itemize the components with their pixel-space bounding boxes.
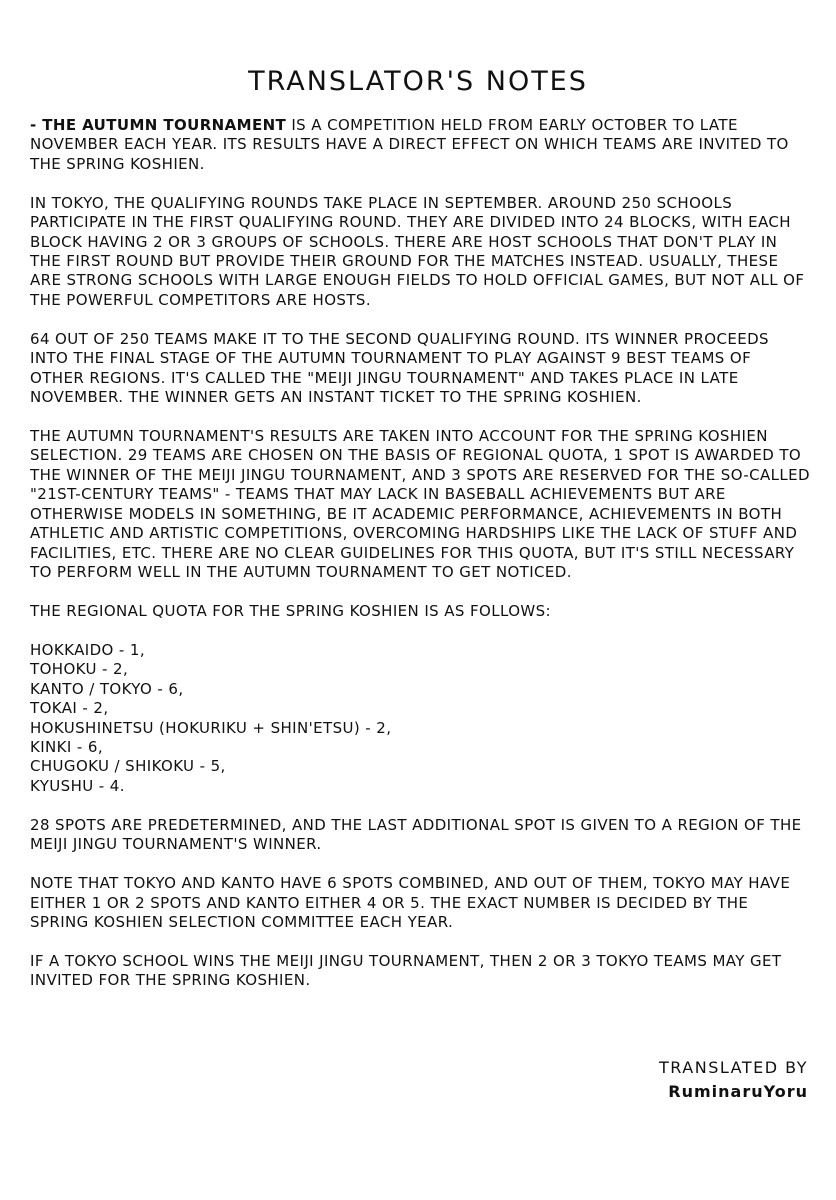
paragraph-tokyo-winner: IF A TOKYO SCHOOL WINS THE MEIJI JINGU TOURNAMENT, THEN 2 OR 3 TOKYO TEAMS MAY GET INVITED FOR THE SPRING KOSHIEN. <box>30 951 782 990</box>
intro-text: IS A COMPETITION HELD FROM EARLY OCTOBER TO LATE NOVEMBER EACH YEAR. ITS RESULTS HAVE A DIRECT EFFECT ON WHICH TEAMS ARE INVITED TO THE SPRING KOSHIEN. <box>30 116 789 173</box>
paragraph-second-round: 64 OUT OF 250 TEAMS MAKE IT TO THE SECOND QUALIFYING ROUND. ITS WINNER PROCEEDS INTO THE FINAL STAGE OF THE AUTUMN TOURNAMENT TO PLAY AGAINST 9 BEST TEAMS OF OTHER REGIONS. IT'S CALLED THE "MEIJI JINGU TOURNAMENT" AND TAKES PLACE IN LATE NOVEMBER. THE WINNER GETS AN INSTANT TICKET TO THE SPRING KOSHIEN. <box>30 329 769 407</box>
intro-paragraph <box>30 116 810 174</box>
quota-item: CHUGOKU / SHIKOKU - 5, <box>30 757 226 776</box>
page-title: TRANSLATOR'S NOTES <box>248 66 588 97</box>
intro-term: - THE AUTUMN TOURNAMENT <box>30 116 287 134</box>
quota-item: KYUSHU - 4. <box>30 776 125 795</box>
quota-item: HOKKAIDO - 1, <box>30 640 145 659</box>
paragraph-quota-intro: THE REGIONAL QUOTA FOR THE SPRING KOSHIEN IS AS FOLLOWS: <box>30 601 552 620</box>
quota-item: KINKI - 6, <box>30 737 104 756</box>
notes-body <box>30 116 810 1010</box>
quota-item: TOKAI - 2, <box>30 699 109 718</box>
translator-name: RuminaruYoru <box>668 1082 808 1101</box>
translator-credit <box>659 1056 808 1104</box>
quota-item: HOKUSHINETSU (HOKURIKU + SHIN'ETSU) - 2, <box>30 718 392 737</box>
quota-item: KANTO / TOKYO - 6, <box>30 679 184 698</box>
credit-label: TRANSLATED BY <box>659 1058 808 1077</box>
quota-list <box>30 641 810 796</box>
paragraph-selection: THE AUTUMN TOURNAMENT'S RESULTS ARE TAKEN INTO ACCOUNT FOR THE SPRING KOSHIEN SELECTION. 29 TEAMS ARE CHOSEN ON THE BASIS OF REGIONAL QUOTA, 1 SPOT IS AWARDED TO THE WINNER OF THE MEIJI JINGU TOURNAMENT, AND 3 SPOTS ARE RESERVED FOR THE SO-CALLED "21ST-CENTURY TEAMS" - TEAMS THAT MAY LACK IN BASEBALL ACHIEVEMENTS BUT ARE OTHERWISE MODELS IN SOMETHING, BE IT ACADEMIC PERFORMANCE, ACHIEVEMENTS IN BOTH ATHLETIC AND ARTISTIC COMPETITIONS, OVERCOMING HARDSHIPS LIKE THE LACK OF STUFF AND FACILITIES, ETC. THERE ARE NO CLEAR GUIDELINES FOR THIS QUOTA, BUT IT'S STILL NECESSARY TO PERFORM WELL IN THE AUTUMN TOURNAMENT TO GET NOTICED. <box>30 427 811 581</box>
paragraph-predetermined: 28 SPOTS ARE PREDETERMINED, AND THE LAST ADDITIONAL SPOT IS GIVEN TO A REGION OF THE MEIJI JINGU TOURNAMENT'S WINNER. <box>30 815 802 854</box>
quota-item: TOHOKU - 2, <box>30 660 129 679</box>
paragraph-tokyo-kanto: NOTE THAT TOKYO AND KANTO HAVE 6 SPOTS COMBINED, AND OUT OF THEM, TOKYO MAY HAVE EITHER 1 OR 2 SPOTS AND KANTO EITHER 4 OR 5. THE EXACT NUMBER IS DECIDED BY THE SPRING KOSHIEN SELECTION COMMITTEE EACH YEAR. <box>30 874 791 931</box>
paragraph-qualifying: IN TOKYO, THE QUALIFYING ROUNDS TAKE PLACE IN SEPTEMBER. AROUND 250 SCHOOLS PARTICIPATE IN THE FIRST QUALIFYING ROUND. THEY ARE DIVIDED INTO 24 BLOCKS, WITH EACH BLOCK HAVING 2 OR 3 GROUPS OF SCHOOLS. THERE ARE HOST SCHOOLS THAT DON'T PLAY IN THE FIRST ROUND BUT PROVIDE THEIR GROUND FOR THE MATCHES INSTEAD. USUALLY, THESE ARE STRONG SCHOOLS WITH LARGE ENOUGH FIELDS TO HOLD OFFICIAL GAMES, BUT NOT ALL OF THE POWERFUL COMPETITORS ARE HOSTS. <box>30 193 805 309</box>
